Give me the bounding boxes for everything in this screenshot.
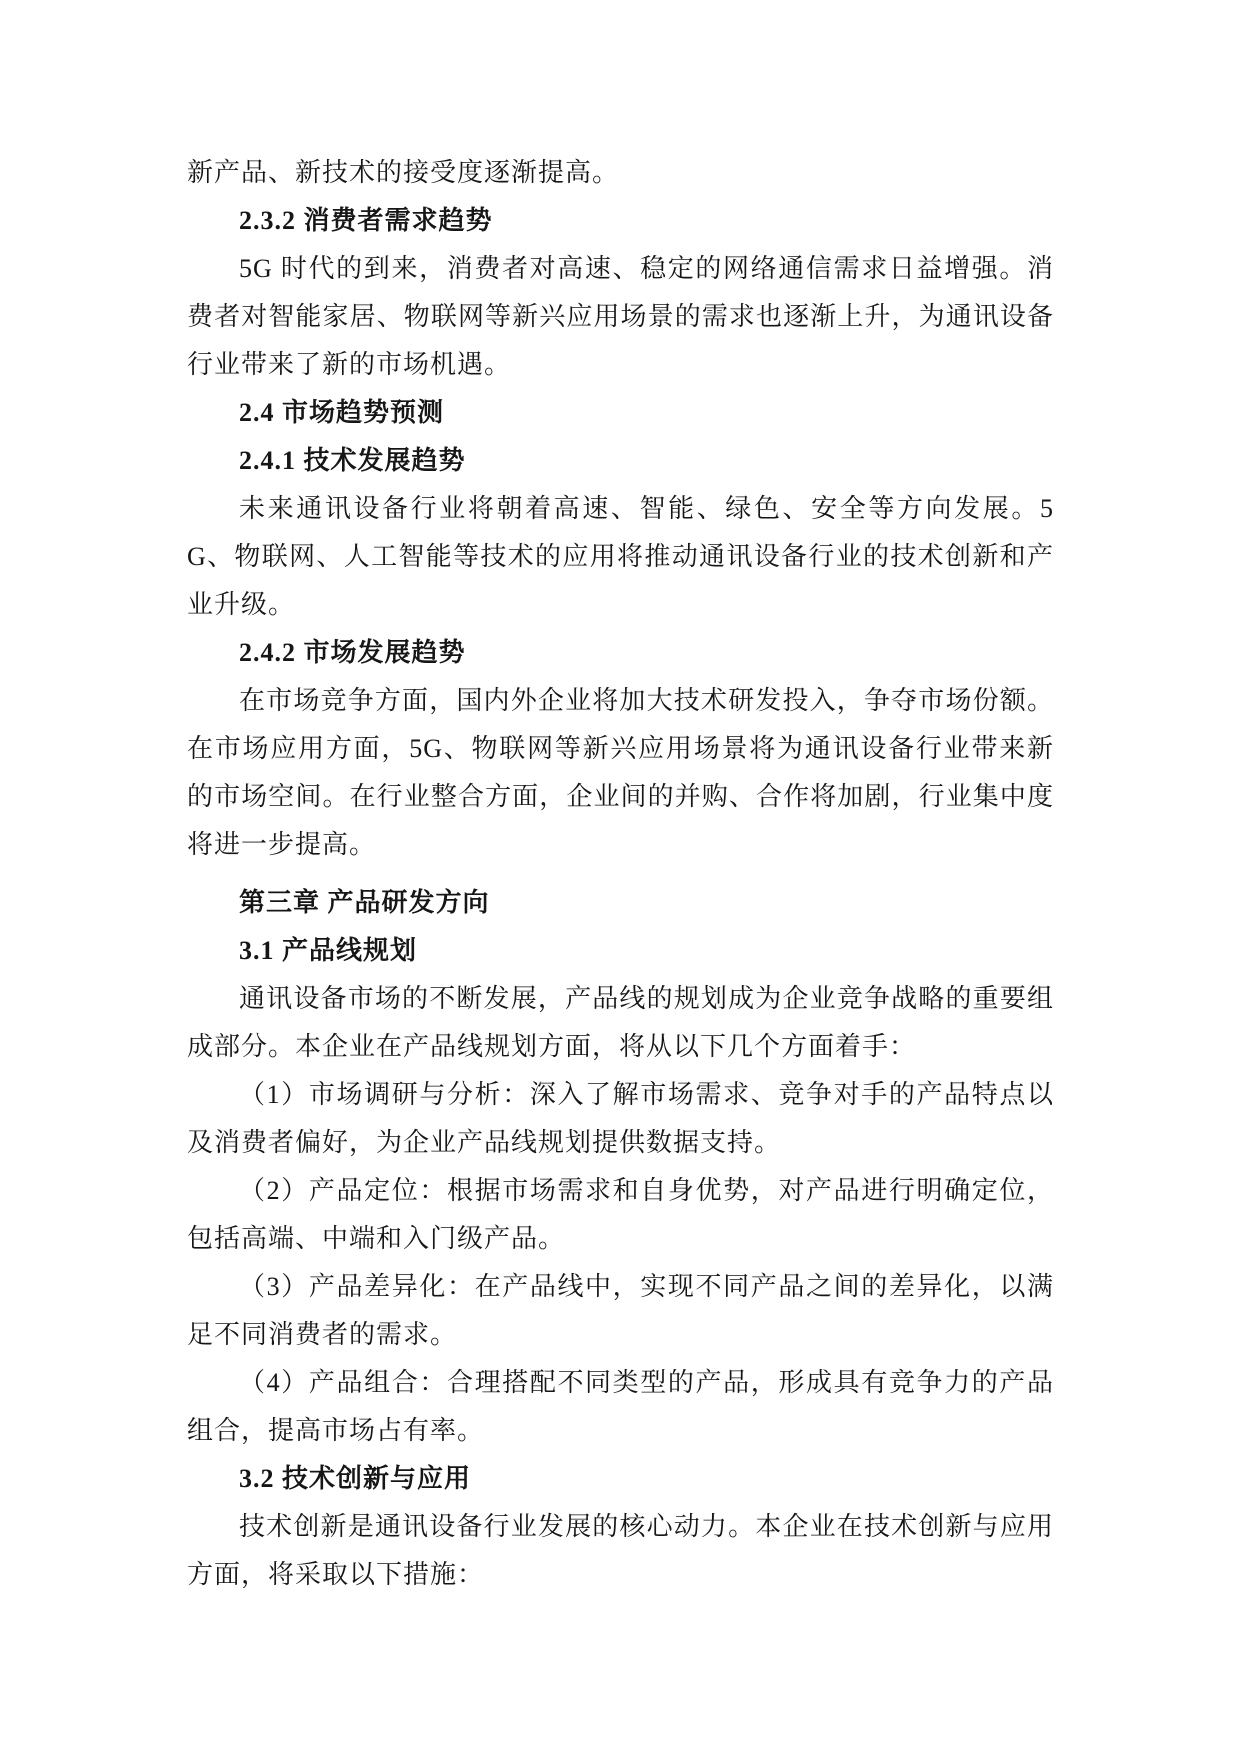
paragraph-continuation: 新产品、新技术的接受度逐渐提高。 (187, 158, 620, 187)
heading-3-1: 3.1 产品线规划 (239, 936, 418, 965)
heading-2-4-2: 2.4.2 市场发展趋势 (239, 638, 466, 667)
chapter-heading-3: 第三章 产品研发方向 (239, 888, 490, 917)
paragraph: 5G 时代的到来，消费者对高速、稳定的网络通信需求日益增强。消费者对智能家居、物联网等新兴应用场景的需求也逐渐上升，为通讯设备行业带来了新的市场机遇。 (187, 254, 1054, 379)
paragraph: 通讯设备市场的不断发展，产品线的规划成为企业竞争战略的重要组成部分。本企业在产品线规划方面，将从以下几个方面着手： (187, 984, 1054, 1061)
paragraph-list-item-1: （1）市场调研与分析：深入了解市场需求、竞争对手的产品特点以及消费者偏好，为企业产品线规划提供数据支持。 (187, 1080, 1054, 1157)
paragraph: 在市场竞争方面，国内外企业将加大技术研发投入，争夺市场份额。在市场应用方面，5G、物联网等新兴应用场景将为通讯设备行业带来新的市场空间。在行业整合方面，企业间的并购、合作将加剧，行业集中度将进一步提高。 (187, 686, 1054, 859)
heading-2-4: 2.4 市场趋势预测 (239, 398, 445, 427)
heading-2-4-1: 2.4.1 技术发展趋势 (239, 446, 466, 475)
paragraph-list-item-2: （2）产品定位：根据市场需求和自身优势，对产品进行明确定位，包括高端、中端和入门级产品。 (187, 1176, 1054, 1253)
heading-2-3-2: 2.3.2 消费者需求趋势 (239, 206, 493, 235)
heading-3-2: 3.2 技术创新与应用 (239, 1464, 472, 1493)
paragraph-list-item-3: （3）产品差异化：在产品线中，实现不同产品之间的差异化，以满足不同消费者的需求。 (187, 1272, 1054, 1349)
paragraph-list-item-4: （4）产品组合：合理搭配不同类型的产品，形成具有竞争力的产品组合，提高市场占有率。 (187, 1368, 1054, 1445)
paragraph: 技术创新是通讯设备行业发展的核心动力。本企业在技术创新与应用方面，将采取以下措施： (187, 1512, 1054, 1589)
paragraph: 未来通讯设备行业将朝着高速、智能、绿色、安全等方向发展。5G、物联网、人工智能等技术的应用将推动通讯设备行业的技术创新和产业升级。 (187, 494, 1054, 619)
